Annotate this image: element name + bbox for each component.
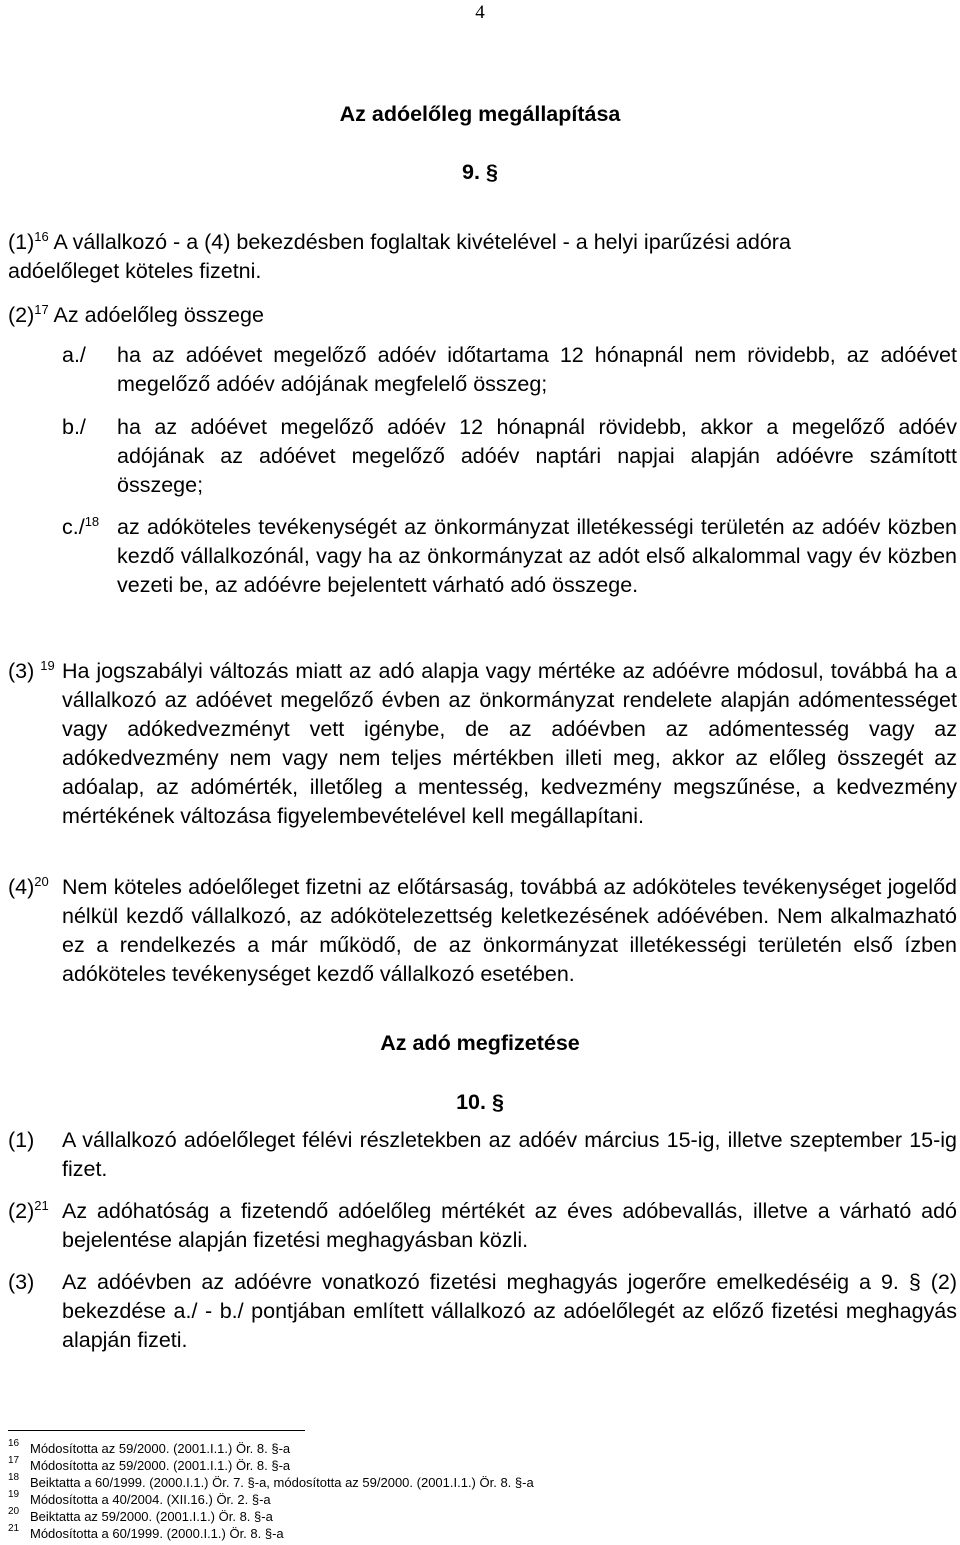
paragraph-9-4-label: $(4)^{20}$ xyxy=(8,874,49,899)
footnote-ref: 20 xyxy=(34,874,49,889)
paragraph-9-2 xyxy=(8,301,958,330)
section-10-number: 10. xyxy=(456,1090,486,1114)
item-b-text: ha az adóévet megelőző adóév 12 hónapnál rövidebb, akkor a megelőző adóév adójának az adóévet megelőző adóév naptári napjai alapján adóévre számított összege; xyxy=(117,415,957,497)
footnote-separator xyxy=(8,1430,305,1431)
paragraph-10-2-text: Az adóhatóság a fizetendő adóelőleg mértékét az éves adóbevallás, illetve a várható adó bejelentése alapján fizetési meghagyásban közli. xyxy=(62,1199,957,1252)
paragraph-text: Az adóelőleg összege xyxy=(53,303,264,327)
paragraph-10-1-text: A vállalkozó adóelőleget félévi részletekben az adóév március 15-ig, illetve szeptember 15-ig fizet. xyxy=(62,1128,957,1181)
footnote-ref: 17 xyxy=(34,302,49,317)
footnote-ref: 19 xyxy=(40,658,55,673)
section-9-title xyxy=(0,160,960,185)
paragraph-9-1 xyxy=(8,228,958,286)
paragraph-10-2-label: $(2)^{21}$ xyxy=(8,1198,49,1223)
paragraph-10-3-text: Az adóévben az adóévre vonatkozó fizetési meghagyás jogerőre emelkedéséig a 9. § (2) bekezdése a./ - b./ pontjában említett vállalkozó az adóelőlegét az előző fizetési meghagyás alapján fizeti. xyxy=(62,1270,957,1352)
paragraph-10-3-label: (3) xyxy=(8,1270,35,1294)
section-sign: § xyxy=(485,160,498,184)
item-b-label: b./ xyxy=(62,415,86,439)
footnote-ref: 16 xyxy=(34,229,49,244)
page-number: 4 xyxy=(475,2,485,23)
item-a-text: ha az adóévet megelőző adóév időtartama 12 hónapnál nem rövidebb, az adóévet megelőző adóév adójának megfelelő összeg; xyxy=(117,343,957,396)
section-sign: § xyxy=(491,1090,504,1114)
section-10-title xyxy=(0,1090,960,1115)
paragraph-text-line1: A vállalkozó - a (4) bekezdésben foglaltak kivételével - a helyi iparűzési adóra xyxy=(53,230,791,254)
paragraph-9-3-text: Ha jogszabályi változás miatt az adó alapja vagy mértéke az adóévre módosul, továbbá ha a vállalkozó az adóévet megelőző évben az önkormányzat rendelete alapján adómentességet vagy adókedvezményt vett igénybe, de az adóévben az adómentesség vagy az adókedvezmény nem vagy nem teljes mértékben illeti meg, akkor az előleg összegét az adóalap, az adómérték, illetőleg a mentesség, kedvezmény megszűnése, a kedvezmény mértékének változása figyelembevételével kell megállapítani. xyxy=(62,659,957,828)
paragraph-9-3-label: (3) $^{19}$ xyxy=(8,658,55,683)
item-c-text: az adóköteles tevékenységét az önkormányzat illetékességi területén az adóév közben kezdő vállalkozónál, vagy ha az önkormányzat az adót első alkalommal vagy év közben vezeti be, az adóévre bejelentett várható adó összege. xyxy=(117,515,957,597)
paragraph-10-1-label: (1) xyxy=(8,1128,35,1152)
item-a-label: a./ xyxy=(62,343,86,367)
paragraph-label: (1) xyxy=(8,230,35,254)
footnote-ref: 18 xyxy=(84,514,100,529)
section-heading-advance-tax: Az adóelőleg megállapítása xyxy=(339,102,621,126)
footnote-ref: 21 xyxy=(34,1198,49,1213)
section-heading-tax-payment: Az adó megfizetése xyxy=(380,1031,580,1055)
item-c-label: c./$^{18}$ xyxy=(62,514,100,539)
section-9-number: 9. xyxy=(462,160,480,184)
paragraph-label: (2) xyxy=(8,303,35,327)
paragraph-text-line2: adóelőleget köteles fizetni. xyxy=(8,259,262,283)
paragraph-9-4-text: Nem köteles adóelőleget fizetni az előtársaság, továbbá az adóköteles tevékenységet jogelőd nélkül kezdő vállalkozó, az adókötelezettség keletkezésének adóévében. Nem alkalmazható ez a rendelkezés a már működő, de az önkormányzat illetékességi területén első ízben adóköteles tevékenységet kezdő vállalkozó esetében. xyxy=(62,875,957,986)
